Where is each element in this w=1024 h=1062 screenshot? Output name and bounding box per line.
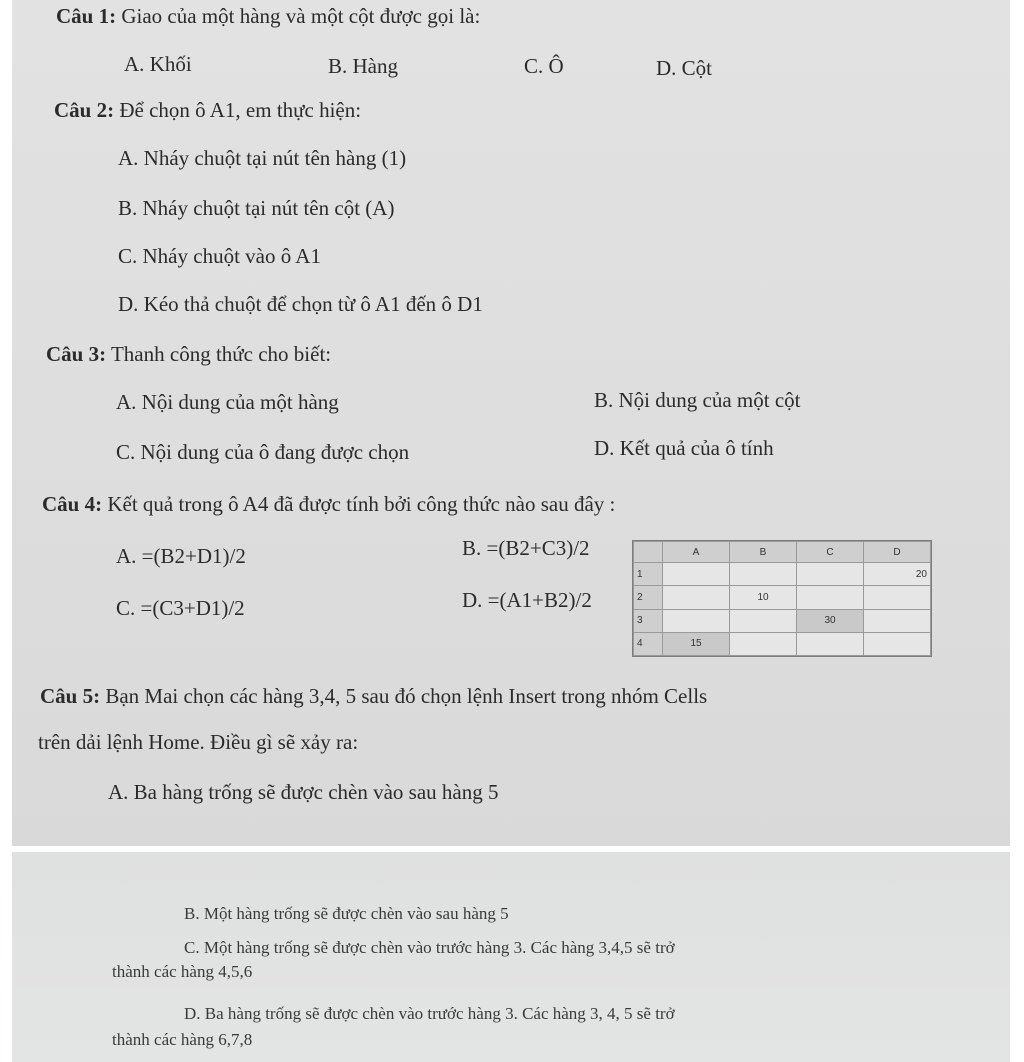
sheet-col-c: C <box>797 542 864 563</box>
sheet-cell-d4 <box>864 632 931 655</box>
question-3-text: Thanh công thức cho biết: <box>110 342 332 366</box>
sheet-cell-b1 <box>730 563 797 586</box>
question-1-label: Câu 1: <box>56 4 117 28</box>
q5-option-b: B. Một hàng trống sẽ được chèn vào sau hàng 5 <box>184 904 509 923</box>
sheet-cell-c2 <box>797 586 864 609</box>
q4-option-a: A. =(B2+D1)/2 <box>116 544 246 568</box>
q3-option-b: B. Nội dung của một cột <box>594 388 801 412</box>
sheet-cell-a3 <box>663 609 730 632</box>
q1-option-c: C. Ô <box>524 54 564 78</box>
q1-option-d: D. Cột <box>656 56 713 80</box>
sheet-cell-a2 <box>663 586 730 609</box>
question-4-label: Câu 4: <box>42 492 103 516</box>
sheet-cell-c3: 30 <box>797 609 864 632</box>
sheet-row-1-header: 1 <box>634 563 663 586</box>
q2-option-d: D. Kéo thả chuột để chọn từ ô A1 đến ô D1 <box>118 292 483 316</box>
sheet-row-2-header: 2 <box>634 586 663 609</box>
sheet-col-a: A <box>663 542 730 563</box>
spreadsheet-excerpt <box>632 540 932 657</box>
question-5-label: Câu 5: <box>40 684 101 708</box>
question-4 <box>42 492 615 517</box>
q4-option-b: B. =(B2+C3)/2 <box>462 536 590 560</box>
worksheet-photo-top <box>12 0 1010 846</box>
sheet-cell-b2: 10 <box>730 586 797 609</box>
q3-option-a: A. Nội dung của một hàng <box>116 390 339 414</box>
sheet-cell-d2 <box>864 586 931 609</box>
q2-option-b: B. Nháy chuột tại nút tên cột (A) <box>118 196 395 220</box>
sheet-row-3-header: 3 <box>634 609 663 632</box>
question-5-text-line-2: trên dải lệnh Home. Điều gì sẽ xảy ra: <box>38 730 359 754</box>
sheet-row <box>634 586 931 609</box>
question-1-text: Giao của một hàng và một cột được gọi là: <box>121 4 481 28</box>
question-2-label: Câu 2: <box>54 98 115 122</box>
q4-option-c: C. =(C3+D1)/2 <box>116 596 245 620</box>
q5-option-c-line-1: C. Một hàng trống sẽ được chèn vào trước hàng 3. Các hàng 3,4,5 sẽ trở <box>184 938 675 957</box>
sheet-col-d: D <box>864 542 931 563</box>
sheet-cell-c1 <box>797 563 864 586</box>
q2-option-a: A. Nháy chuột tại nút tên hàng (1) <box>118 146 407 170</box>
q5-option-a: A. Ba hàng trống sẽ được chèn vào sau hàng 5 <box>108 780 499 804</box>
question-3 <box>46 342 331 367</box>
sheet-row <box>634 609 931 632</box>
q5-option-d-line-2: thành các hàng 6,7,8 <box>112 1030 253 1049</box>
q5-option-c-line-2: thành các hàng 4,5,6 <box>112 962 253 981</box>
sheet-row <box>634 632 931 655</box>
question-2 <box>54 98 361 123</box>
question-2-text: Để chọn ô A1, em thực hiện: <box>119 98 362 122</box>
sheet-cell-b3 <box>730 609 797 632</box>
question-1 <box>56 4 480 29</box>
q4-option-d: D. =(A1+B2)/2 <box>462 588 592 612</box>
question-3-label: Câu 3: <box>46 342 107 366</box>
q5-option-d-line-1: D. Ba hàng trống sẽ được chèn vào trước hàng 3. Các hàng 3, 4, 5 sẽ trở <box>184 1004 675 1023</box>
sheet-cell-d1: 20 <box>864 563 931 586</box>
q1-option-b: B. Hàng <box>328 54 398 78</box>
sheet-cell-a4: 15 <box>663 632 730 655</box>
sheet-cell-b4 <box>730 632 797 655</box>
sheet-cell-d3 <box>864 609 931 632</box>
q1-option-a: A. Khối <box>124 52 192 76</box>
sheet-cell-a1 <box>663 563 730 586</box>
sheet-column-header-row <box>634 542 931 563</box>
q2-option-c: C. Nháy chuột vào ô A1 <box>118 244 321 268</box>
q3-option-d: D. Kết quả của ô tính <box>594 436 774 460</box>
sheet-cell-c4 <box>797 632 864 655</box>
question-5-text-line-1: Bạn Mai chọn các hàng 3,4, 5 sau đó chọn lệnh Insert trong nhóm Cells <box>105 684 708 708</box>
sheet-col-b: B <box>730 542 797 563</box>
question-4-text: Kết quả trong ô A4 đã được tính bởi công thức nào sau đây : <box>107 492 616 516</box>
question-5 <box>40 684 707 709</box>
sheet-corner <box>634 542 663 563</box>
sheet-row-4-header: 4 <box>634 632 663 655</box>
q3-option-c: C. Nội dung của ô đang được chọn <box>116 440 410 464</box>
sheet-row <box>634 563 931 586</box>
